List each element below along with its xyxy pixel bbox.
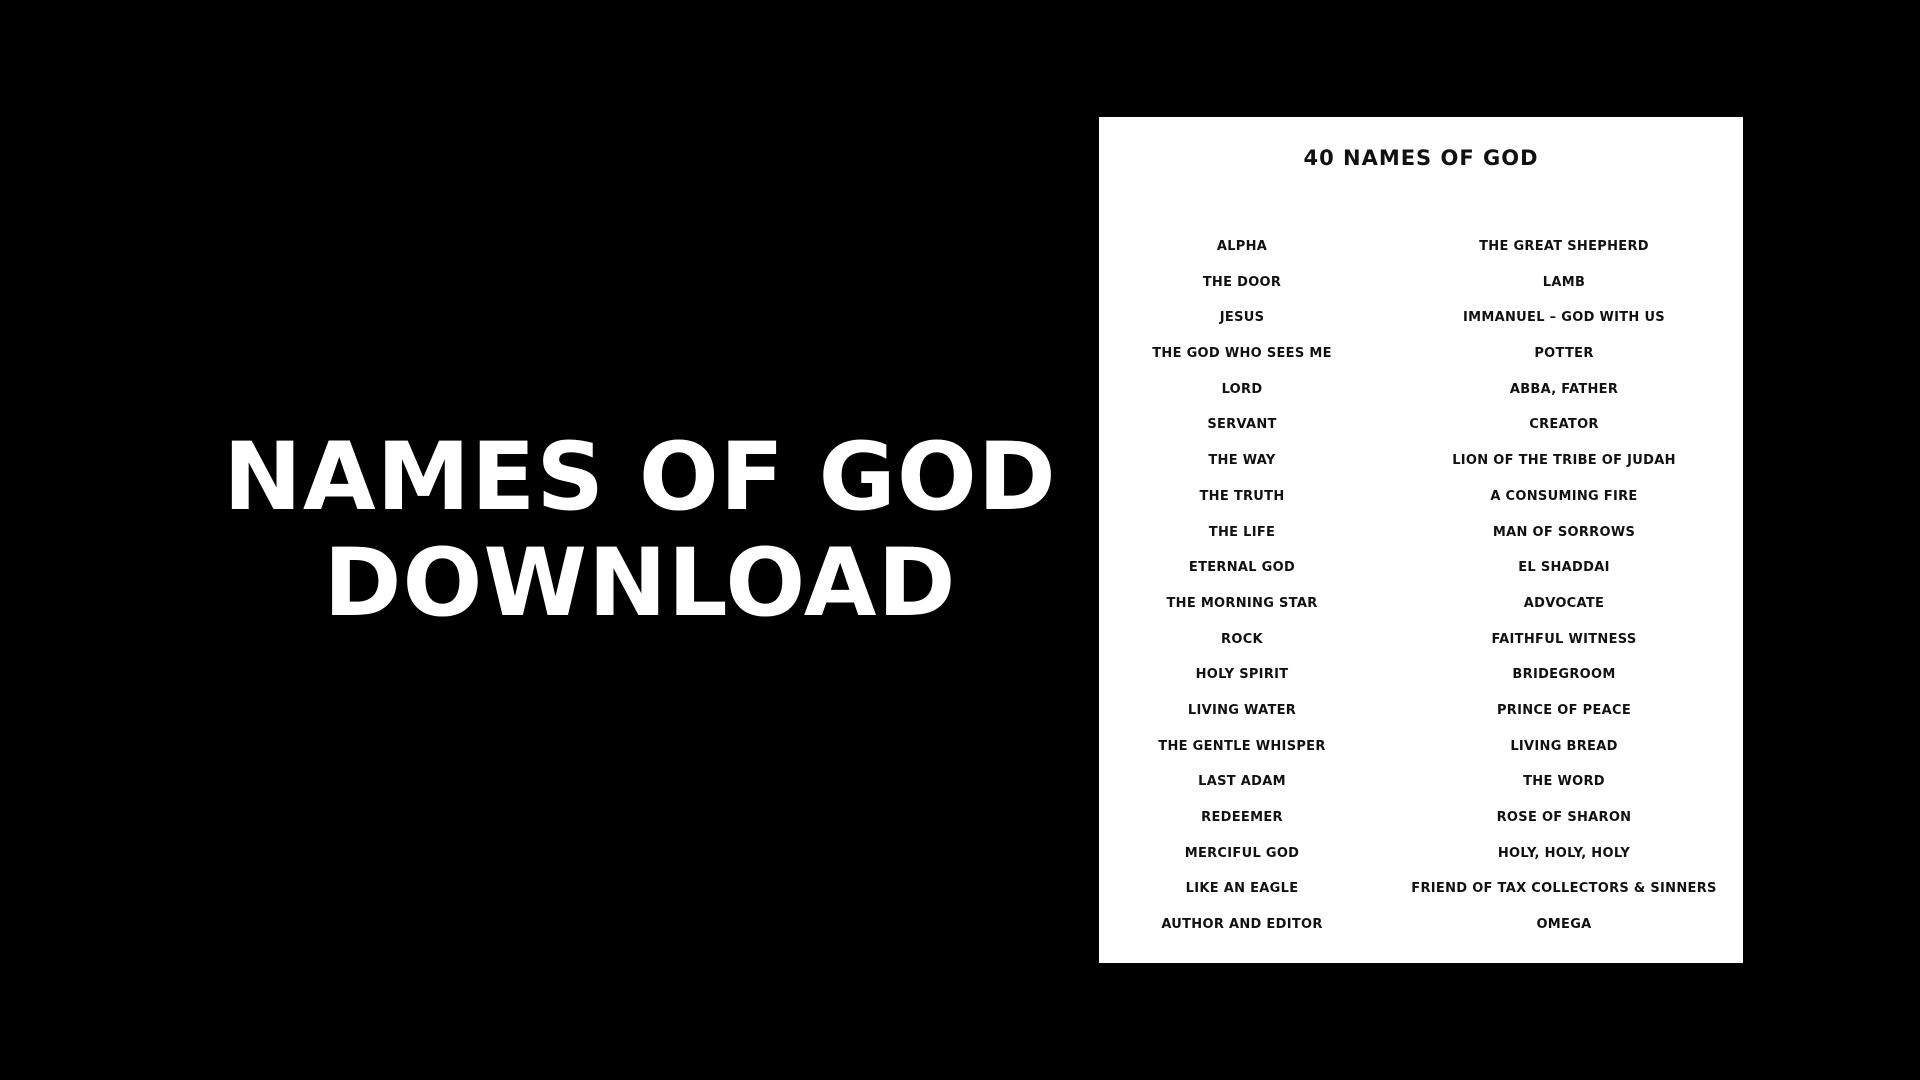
- name-list-item: FRIEND OF TAX COLLECTORS & SINNERS: [1411, 881, 1717, 897]
- name-list-item: MERCIFUL GOD: [1184, 845, 1300, 861]
- right-names-list: [1409, 229, 1719, 943]
- left-names-list: [1113, 229, 1371, 943]
- name-list-item: REDEEMER: [1201, 810, 1283, 825]
- name-list-item: THE MORNING STAR: [1166, 595, 1318, 611]
- name-list-item: IMMANUEL – GOD WITH US: [1463, 310, 1665, 326]
- name-list-item: AUTHOR AND EDITOR: [1161, 917, 1323, 933]
- name-list-item: ABBA, FATHER: [1509, 381, 1619, 397]
- name-list-item: THE GREAT SHEPHERD: [1479, 239, 1649, 254]
- name-list-item: LIVING BREAD: [1510, 738, 1618, 754]
- name-list-item: LAMB: [1542, 274, 1586, 290]
- hero-title: [200, 425, 1080, 637]
- name-list-item: LION OF THE TRIBE OF JUDAH: [1452, 453, 1676, 469]
- name-list-item: FAITHFUL WITNESS: [1491, 631, 1637, 647]
- name-list-item: ALPHA: [1216, 239, 1268, 254]
- name-list-item: LIKE AN EAGLE: [1185, 881, 1299, 897]
- name-list-item: ROCK: [1221, 631, 1263, 647]
- name-list-item: OMEGA: [1536, 917, 1592, 933]
- name-list-item: LAST ADAM: [1198, 774, 1286, 790]
- name-list-item: ROSE OF SHARON: [1496, 810, 1632, 825]
- name-list-item: THE DOOR: [1202, 274, 1282, 290]
- name-list-item: HOLY, HOLY, HOLY: [1497, 845, 1631, 861]
- sheet-title: 40 NAMES OF GOD: [1303, 146, 1539, 170]
- name-list-item: HOLY SPIRIT: [1195, 667, 1289, 683]
- name-list-item: ETERNAL GOD: [1188, 560, 1296, 576]
- name-list-item: MAN OF SORROWS: [1492, 524, 1636, 540]
- name-list-item: JESUS: [1219, 310, 1265, 326]
- name-list-item: BRIDEGROOM: [1512, 667, 1616, 683]
- name-list-item: CREATOR: [1529, 417, 1599, 433]
- name-list-item: THE WAY: [1208, 453, 1276, 469]
- name-list-item: THE TRUTH: [1199, 488, 1285, 504]
- name-list-item: EL SHADDAI: [1518, 560, 1610, 576]
- name-list-item: THE WORD: [1523, 774, 1605, 790]
- name-list-item: LORD: [1221, 381, 1263, 397]
- name-list-item: THE GENTLE WHISPER: [1158, 738, 1326, 754]
- name-list-item: THE LIFE: [1208, 524, 1276, 540]
- hero-title-line-2: DOWNLOAD: [323, 529, 957, 638]
- name-list-item: ADVOCATE: [1523, 595, 1605, 611]
- name-list-item: SERVANT: [1207, 417, 1277, 433]
- name-list-item: PRINCE OF PEACE: [1496, 702, 1632, 718]
- name-list-item: POTTER: [1534, 346, 1594, 362]
- name-list-item: LIVING WATER: [1187, 702, 1297, 718]
- name-list-item: A CONSUMING FIRE: [1490, 488, 1638, 504]
- hero-title-line-1: NAMES OF GOD: [223, 423, 1057, 532]
- name-list-item: THE GOD WHO SEES ME: [1152, 346, 1332, 362]
